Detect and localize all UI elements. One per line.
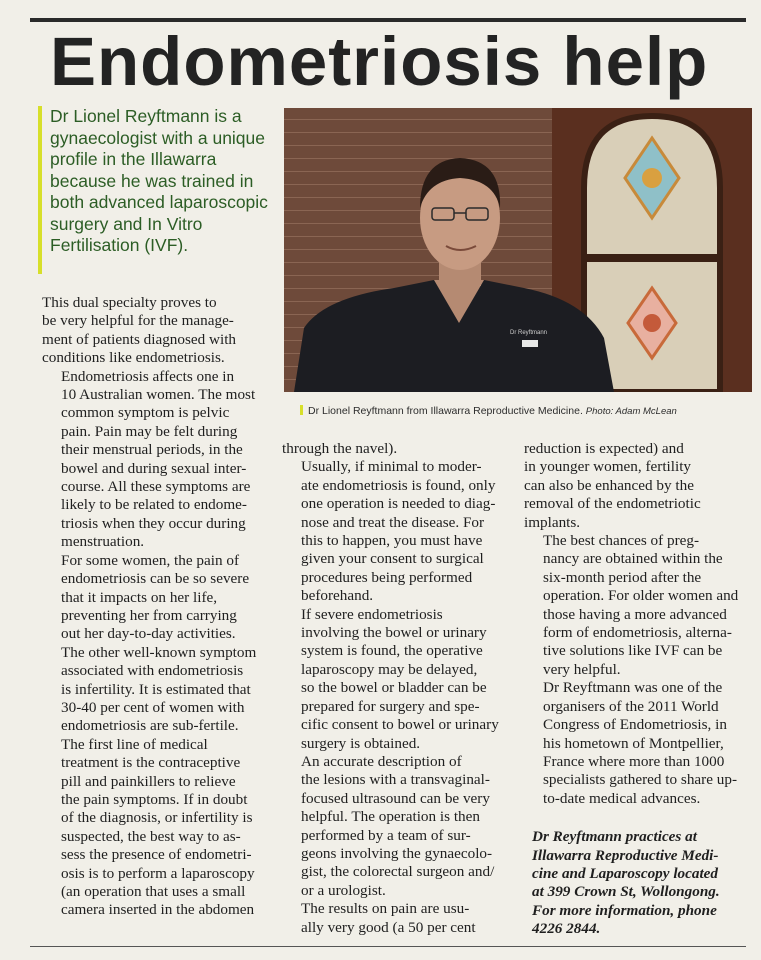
headline: Endometriosis help (50, 23, 709, 100)
text-line: Endometriosis affects one in (61, 367, 235, 385)
text-line: their menstrual periods, in the (61, 441, 243, 459)
text-line: this to happen, you must have (301, 532, 483, 550)
photo-caption (300, 404, 760, 419)
text-line: The first line of medical (61, 735, 208, 753)
text-line: the lesions with a transvaginal- (301, 771, 490, 789)
bottom-rule (30, 946, 746, 947)
article-column-2 (282, 440, 520, 937)
text-line: form of endometriosis, alterna- (543, 624, 732, 642)
article-paragraph (42, 294, 278, 368)
text-line: pill and painkillers to relieve (61, 772, 236, 790)
text-line: one operation is needed to diag- (301, 495, 496, 513)
text-line: of the diagnosis, or infertility is (61, 809, 253, 827)
text-line: associated with endometriosis (61, 662, 244, 680)
text-line: likely to be related to endome- (61, 496, 247, 514)
text-line: endometriosis can be so severe (61, 570, 250, 588)
article-paragraph (42, 368, 278, 552)
text-line: organisers of the 2011 World (543, 697, 719, 715)
text-line: operation. For older women and (543, 587, 739, 605)
article-paragraph (524, 679, 756, 808)
contact-note-line: 4226 2844. (532, 920, 601, 938)
text-line: The best chances of preg- (543, 532, 700, 550)
intro-line: both advanced laparoscopic (50, 192, 268, 212)
text-line: performed by a team of sur- (301, 826, 471, 844)
caption-text: Dr Lionel Reyftmann from Illawarra Reproductive Medicine. (308, 405, 583, 417)
article-paragraph (282, 458, 520, 605)
article-paragraph (282, 753, 520, 900)
text-line: geons involving the gynaecolo- (301, 844, 493, 862)
contact-note-line: at 399 Crown St, Wollongong. (532, 883, 720, 901)
text-line: involving the bowel or urinary (301, 624, 487, 642)
text-line: given your consent to surgical (301, 550, 484, 568)
text-line: beforehand. (301, 587, 374, 605)
text-line: Usually, if minimal to moder- (301, 458, 482, 476)
text-line: is infertility. It is estimated that (61, 680, 251, 698)
article-paragraph (42, 552, 278, 736)
text-line: If severe endometriosis (301, 605, 443, 623)
intro-line: Fertilisation (IVF). (50, 235, 189, 255)
article-paragraph (524, 440, 756, 532)
text-line: ally very good (a 50 per cent (301, 918, 476, 936)
intro-line: profile in the Illawarra (50, 149, 217, 169)
text-line: osis is to perform a laparoscopy (61, 864, 255, 882)
text-line: system is found, the operative (301, 642, 483, 660)
text-line: that it impacts on her life, (61, 588, 218, 606)
intro-standfirst (38, 106, 290, 274)
intro-line: Dr Lionel Reyftmann is a (50, 106, 242, 126)
article-column-3 (524, 440, 756, 939)
text-line: his hometown of Montpellier, (543, 734, 724, 752)
text-line: An accurate description of (301, 752, 462, 770)
text-line: (an operation that uses a small (61, 883, 246, 900)
text-line: triosis when they occur during (61, 514, 246, 532)
scrubs-name-text: Dr Reyftmann (510, 330, 548, 336)
text-line: France where more than 1000 (543, 752, 725, 770)
text-line: preventing her from carrying (61, 606, 237, 624)
text-line: those having a more advanced (543, 605, 727, 623)
text-line: suspected, the best way to as- (61, 827, 241, 845)
text-line: through the navel). (282, 440, 398, 457)
text-line: sess the presence of endometri- (61, 846, 252, 864)
contact-note-line: cine and Laparoscopy located (532, 864, 719, 882)
intro-line: because he was trained in (50, 170, 254, 191)
text-line: bowel and during sexual inter- (61, 459, 247, 477)
text-line: in younger women, fertility (524, 458, 692, 476)
text-line: surgery is obtained. (301, 734, 421, 752)
article-paragraph (282, 606, 520, 753)
text-line: removal of the endometriotic (524, 495, 701, 513)
text-line: For some women, the pain of (61, 551, 240, 569)
text-line: treatment is the contraceptive (61, 754, 241, 772)
text-line: 30-40 per cent of women with (61, 698, 245, 716)
text-line: endometriosis are sub-fertile. (61, 717, 239, 735)
text-line: to-date medical advances. (543, 789, 701, 807)
text-line: six-month period after the (543, 568, 702, 586)
text-line: reduction is expected) and (524, 440, 684, 457)
caption-marker (300, 405, 303, 415)
text-line: procedures being performed (301, 568, 473, 586)
text-line: cific consent to bowel or urinary (301, 716, 499, 734)
contact-note-line: Illawarra Reproductive Medi- (532, 846, 719, 864)
text-line: so the bowel or bladder can be (301, 679, 487, 697)
text-line: very helpful. (543, 660, 621, 678)
text-line: Congress of Endometriosis, in (543, 716, 727, 734)
text-line: ment of patients diagnosed with (42, 330, 237, 348)
intro-line: gynaecologist with a unique (50, 127, 266, 148)
text-line: menstruation. (61, 533, 145, 551)
portrait-illustration (284, 108, 752, 392)
text-line: pain. Pain may be felt during (61, 422, 238, 440)
article-paragraph (42, 736, 278, 920)
intro-line: surgery and In Vitro (50, 213, 203, 234)
text-line: 10 Australian women. The most (61, 386, 256, 404)
text-line: course. All these symptoms are (61, 478, 251, 496)
text-line: common symptom is pelvic (61, 404, 230, 422)
photo-credit: Photo: Adam McLean (585, 406, 677, 417)
text-line: tive solutions like IVF can be (543, 642, 723, 660)
text-line: nose and treat the disease. For (301, 513, 485, 531)
article-column-1 (42, 294, 278, 920)
text-line: laparoscopy may be delayed, (301, 660, 478, 678)
text-line: helpful. The operation is then (301, 808, 480, 826)
text-line: be very helpful for the manage- (42, 312, 234, 330)
portrait-photo (284, 108, 752, 392)
text-line: nancy are obtained within the (543, 550, 723, 568)
text-line: out her day-to-day activities. (61, 625, 236, 643)
text-line: or a urologist. (301, 881, 386, 899)
text-line: can also be enhanced by the (524, 476, 694, 494)
text-line: conditions like endometriosis. (42, 349, 225, 367)
text-line: implants. (524, 513, 581, 531)
text-line: camera inserted in the abdomen (61, 901, 255, 919)
contact-note (524, 828, 756, 938)
name-badge (522, 340, 538, 347)
article-paragraph (282, 900, 520, 937)
article-paragraph (282, 440, 520, 458)
contact-note-line: Dr Reyftmann practices at (532, 828, 697, 846)
text-line: This dual specialty proves to (42, 294, 217, 311)
text-line: prepared for surgery and spe- (301, 697, 480, 715)
article-paragraph (524, 532, 756, 679)
text-line: the pain symptoms. If in doubt (61, 790, 248, 808)
text-line: The results on pain are usu- (301, 900, 470, 918)
text-line: Dr Reyftmann was one of the (543, 679, 723, 697)
text-line: specialists gathered to share up- (543, 771, 737, 789)
text-line: The other well-known symptom (61, 643, 257, 661)
text-line: gist, the colorectal surgeon and/ (301, 863, 495, 881)
text-line: ate endometriosis is found, only (301, 476, 496, 494)
contact-note-line: For more information, phone (532, 901, 717, 919)
text-line: focused ultrasound can be very (301, 789, 490, 807)
